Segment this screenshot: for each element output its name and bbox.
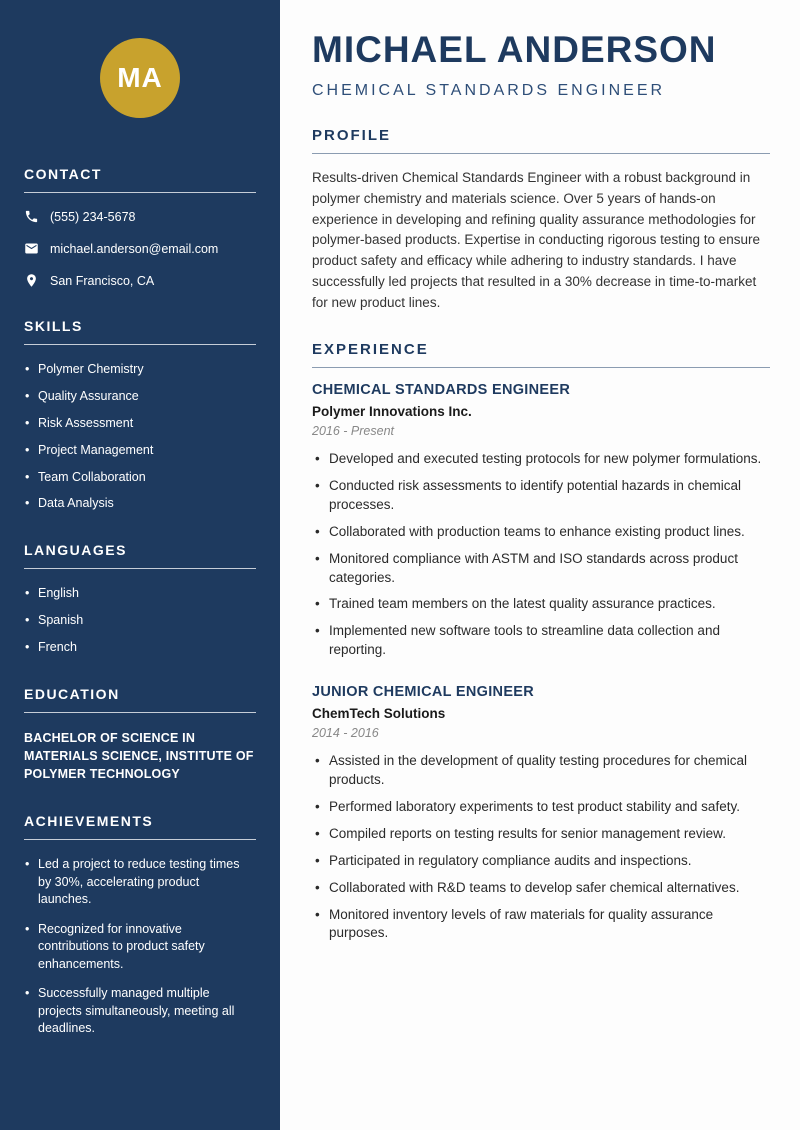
achievements-heading: ACHIEVEMENTS [24, 813, 256, 840]
email-text: michael.anderson@email.com [50, 241, 219, 256]
achievement-item: • Recognized for innovative contributions to product safety enhancements. [24, 921, 256, 974]
location-text: San Francisco, CA [50, 273, 155, 288]
experience-section [312, 341, 770, 943]
job-bullet: • Assisted in the development of quality testing procedures for chemical products. [312, 752, 770, 790]
skill-item: • Risk Assessment [24, 415, 256, 432]
languages-list [24, 585, 256, 656]
skill-item: • Polymer Chemistry [24, 361, 256, 378]
language-item: • English [24, 585, 256, 602]
phone-text: (555) 234-5678 [50, 209, 136, 224]
phone-icon [24, 209, 39, 224]
achievements-list [24, 856, 256, 1038]
sidebar [0, 0, 280, 1130]
language-item: • French [24, 639, 256, 656]
job-company: ChemTech Solutions [312, 706, 446, 722]
profile-heading: PROFILE [312, 127, 770, 154]
job-dates: 2014 - 2016 [312, 726, 379, 741]
languages-heading: LANGUAGES [24, 542, 256, 569]
job-bullet: • Participated in regulatory compliance audits and inspections. [312, 852, 770, 871]
contact-section [24, 166, 256, 288]
skills-section [24, 318, 256, 512]
profile-section [312, 127, 770, 314]
contact-item-location [24, 273, 256, 288]
experience-job [312, 684, 770, 943]
education-heading: EDUCATION [24, 686, 256, 713]
job-bullet: • Monitored compliance with ASTM and ISO standards across product categories. [312, 550, 770, 588]
skill-item: • Team Collaboration [24, 469, 256, 486]
education-degree: BACHELOR OF SCIENCE IN MATERIALS SCIENCE, INSTITUTE OF POLYMER TECHNOLOGY [24, 730, 254, 782]
job-company: Polymer Innovations Inc. [312, 404, 472, 420]
person-name: MICHAEL ANDERSON [312, 29, 717, 70]
achievement-item: • Led a project to reduce testing times by 30%, accelerating product launches. [24, 856, 256, 909]
languages-section [24, 542, 256, 656]
job-bullet: • Compiled reports on testing results for senior management review. [312, 825, 770, 844]
contact-item-email [24, 241, 256, 256]
achievements-section [24, 813, 256, 1038]
contact-heading: CONTACT [24, 166, 256, 193]
contact-item-phone [24, 209, 256, 224]
avatar-initials: MA [117, 62, 163, 93]
job-dates: 2016 - Present [312, 424, 394, 439]
avatar [100, 38, 180, 118]
person-headline: CHEMICAL STANDARDS ENGINEER [312, 81, 666, 99]
skills-heading: SKILLS [24, 318, 256, 345]
job-bullet: • Conducted risk assessments to identify potential hazards in chemical processes. [312, 477, 770, 515]
education-section [24, 686, 256, 783]
experience-heading: EXPERIENCE [312, 341, 770, 368]
skill-item: • Data Analysis [24, 495, 256, 512]
language-item: • Spanish [24, 612, 256, 629]
achievement-item: • Successfully managed multiple projects simultaneously, meeting all deadlines. [24, 985, 256, 1038]
skills-list [24, 361, 256, 512]
experience-job [312, 382, 770, 660]
job-bullet: • Monitored inventory levels of raw materials for quality assurance purposes. [312, 906, 770, 944]
profile-text: Results-driven Chemical Standards Engineer with a robust background in polymer chemistry and materials science. Over 5 years of hands-on experience in developing and refining quality assurance methodologies for polymer-based products. Expertise in conducting rigorous testing to ensure product safety and efficacy while adhering to industry standards. I have successfully led projects that resulted in a 30% decrease in time-to-market for new product lines. [312, 169, 760, 311]
job-bullet: • Collaborated with R&D teams to develop safer chemical alternatives. [312, 879, 770, 898]
skill-item: • Project Management [24, 442, 256, 459]
email-icon [24, 241, 39, 256]
skill-item: • Quality Assurance [24, 388, 256, 405]
job-bullets [312, 450, 770, 660]
job-role: JUNIOR CHEMICAL ENGINEER [312, 684, 535, 701]
main-content [280, 0, 800, 1130]
job-role: CHEMICAL STANDARDS ENGINEER [312, 382, 571, 399]
location-icon [24, 273, 39, 288]
job-bullet: • Trained team members on the latest quality assurance practices. [312, 595, 770, 614]
job-bullet: • Developed and executed testing protocols for new polymer formulations. [312, 450, 770, 469]
job-bullet: • Implemented new software tools to streamline data collection and reporting. [312, 622, 770, 660]
job-bullet: • Performed laboratory experiments to test product stability and safety. [312, 798, 770, 817]
job-bullet: • Collaborated with production teams to enhance existing product lines. [312, 523, 770, 542]
job-bullets [312, 752, 770, 943]
